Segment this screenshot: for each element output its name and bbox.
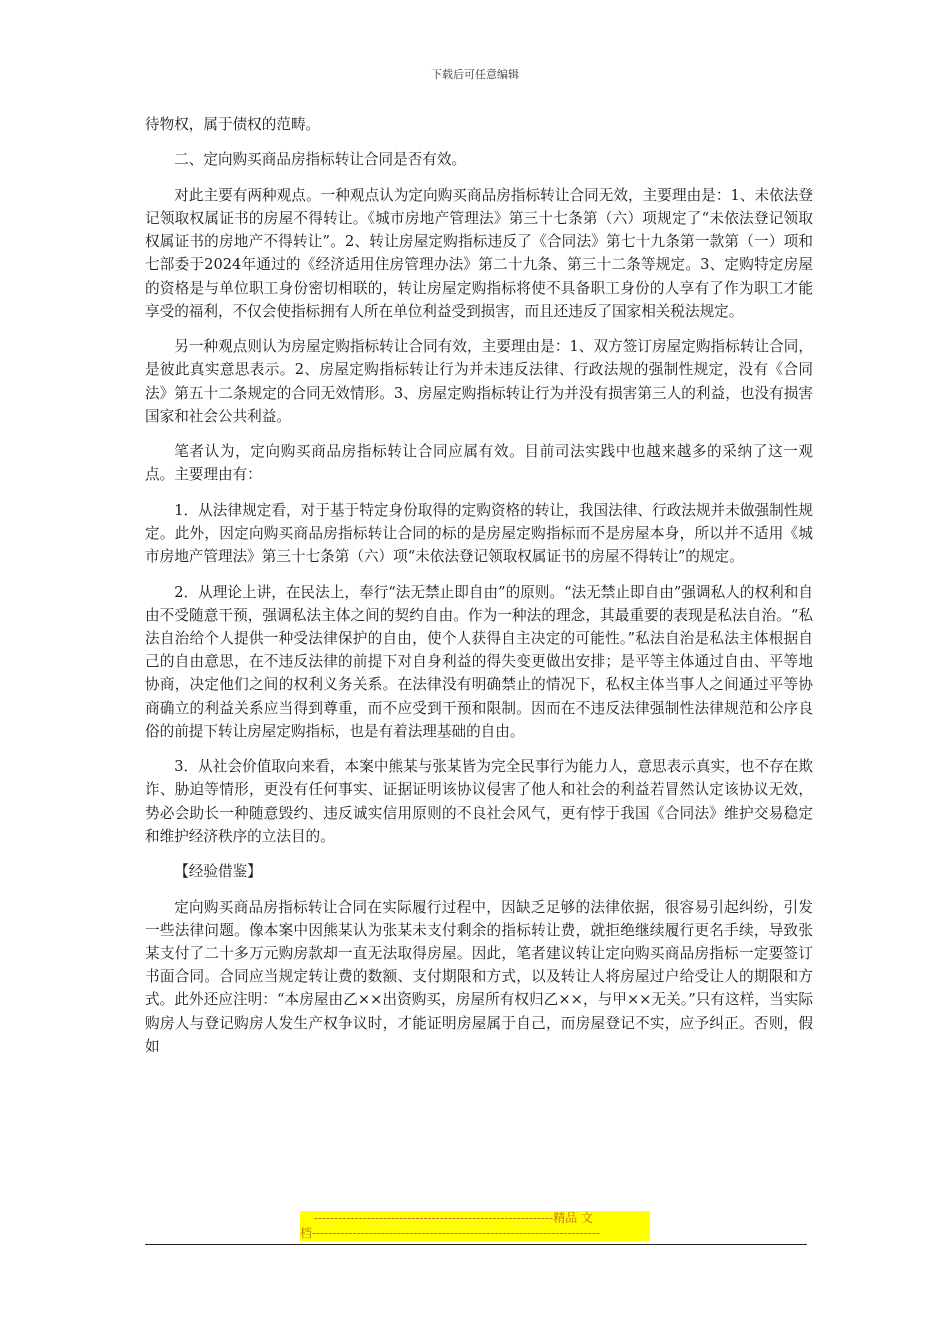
- paragraph: 定向购买商品房指标转让合同在实际履行过程中，因缺乏足够的法律依据，很容易引起纠纷，引发一些法律问题。像本案中因熊某认为张某未支付剩余的指标转让费，就拒绝继续履行更名手续，导致张某支付了二十多万元购房款却一直无法取得房屋。因此，笔者建议转让定向购买商品房指标一定要签订书面合同。合同应当规定转让费的数额、支付期限和方式，以及转让人将房屋过户给受让人的期限和方式。此外还应注明：“本房屋由乙××出资购买，房屋所有权归乙××，与甲××无关。”只有这样，当实际购房人与登记购房人发生产权争议时，才能证明房屋属于自己，而房屋登记不实，应予纠正。否则，假如: [145, 898, 813, 1055]
- footer-divider: [145, 1244, 807, 1245]
- paragraph: 对此主要有两种观点。一种观点认为定向购买商品房指标转让合同无效，主要理由是：1、未依法登记领取权属证书的房屋不得转让。《城市房地产管理法》第三十七条第（六）项规定了“未依法登记领取权属证书的房地产不得转让”。2、转让房屋定购指标违反了《合同法》第七十九条第一款第（一）项和七部委于2024年通过的《经济适用住房管理办法》第二十九条、第三十二条等规定。3、定购特定房屋的资格是与单位职工身份密切相联的，转让房屋定购指标将使不具备职工身份的人享有了作为职工才能享受的福利，不仅会使指标拥有人所在单位利益受到损害，而且还违反了国家相关税法规定。: [145, 186, 813, 320]
- paragraph: 待物权，属于债权的范畴。: [145, 116, 321, 133]
- section-heading: 二、定向购买商品房指标转让合同是否有效。: [174, 151, 467, 169]
- paragraph: 另一种观点则认为房屋定购指标转让合同有效，主要理由是：1、双方签订房屋定购指标转让合同，是彼此真实意思表示。2、房屋定购指标转让行为并未违反法律、行政法规的强制性规定，没有《合同法》第五十二条规定的合同无效情形。3、房屋定购指标转让行为并没有损害第三人的利益，也没有损害国家和社会公共利益。: [145, 338, 813, 425]
- footer-banner-line: 档-----------------------------------------------------------------------: [300, 1226, 600, 1240]
- paragraph: 笔者认为，定向购买商品房指标转让合同应属有效。目前司法实践中也越来越多的采纳了这一观点。主要理由有：: [145, 443, 813, 484]
- document-body: [145, 113, 813, 1070]
- section-heading: 【经验借鉴】: [174, 863, 262, 881]
- paragraph: 2．从理论上讲，在民法上，奉行“法无禁止即自由”的原则。“法无禁止即自由”强调私人的权利和自由不受随意干预，强调私法主体之间的契约自由。作为一种法的理念，其最重要的表现是私法自治。“私法自治给个人提供一种受法律保护的自由，使个人获得自主决定的可能性。”私法自治是私法主体根据自己的自由意思，在不违反法律的前提下对自身利益的得失变更做出安排；是平等主体通过自由、平等地协商，决定他们之间的权利义务关系。在法律没有明确禁止的情况下，私权主体当事人之间通过平等协商确立的利益关系应当得到尊重，而不应受到干预和限制。因而在不违反法律强制性法律规范和公序良俗的前提下转让房屋定购指标，也是有着法理基础的自由。: [145, 583, 813, 740]
- footer-banner: [300, 1211, 650, 1241]
- footer-banner-line: -----------------------------------------------------------精品 文: [314, 1211, 594, 1225]
- page-header: 下载后可任意编辑: [431, 68, 519, 81]
- paragraph: 3．从社会价值取向来看，本案中熊某与张某皆为完全民事行为能力人，意思表示真实，也不存在欺诈、胁迫等情形，更没有任何事实、证据证明该协议侵害了他人和社会的利益若冒然认定该协议无效，势必会助长一种随意毁约、违反诚实信用原则的不良社会风气，更有悖于我国《合同法》维护交易稳定和维护经济秩序的立法目的。: [145, 758, 813, 845]
- paragraph: 1．从法律规定看，对于基于特定身份取得的定购资格的转让，我国法律、行政法规并未做强制性规定。此外，因定向购买商品房指标转让合同的标的是房屋定购指标而不是房屋本身，所以并不适用《城市房地产管理法》第三十七条第（六）项“未依法登记领取权属证书的房屋不得转让”的规定。: [145, 501, 813, 566]
